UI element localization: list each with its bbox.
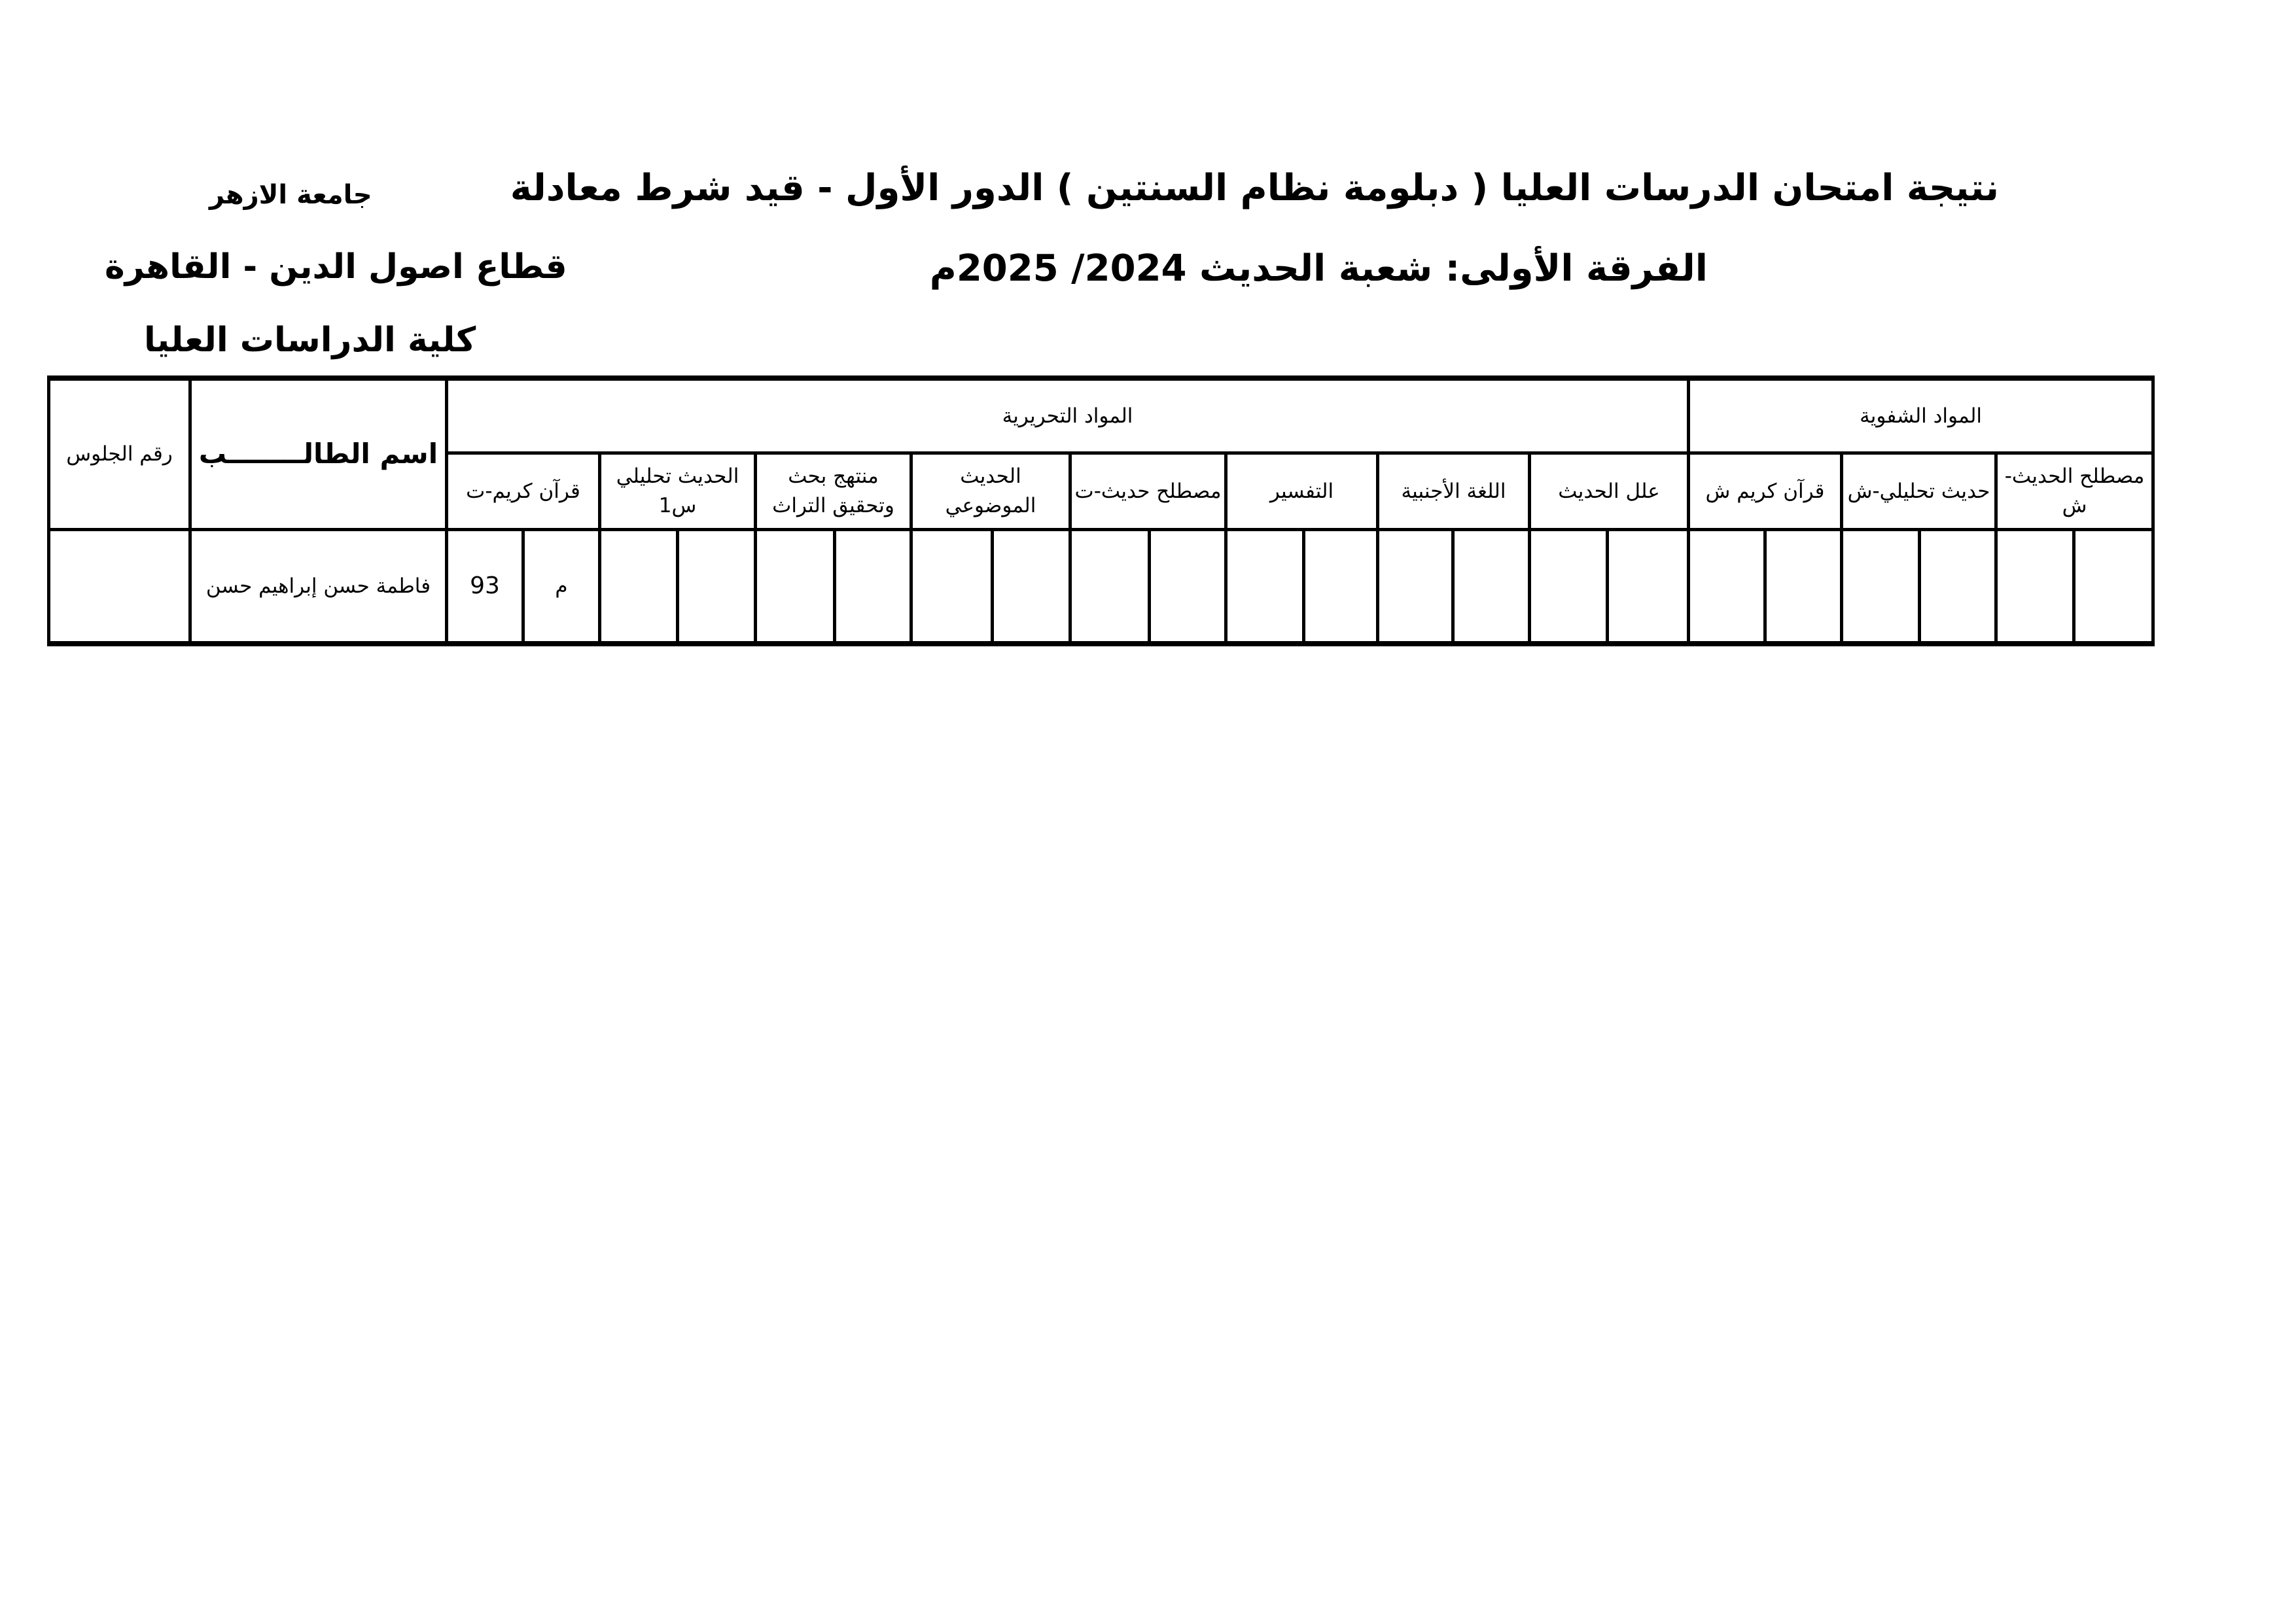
subject-header: منتهج بحث وتحقيق التراث bbox=[756, 453, 911, 530]
student-name-cell: فاطمة حسن إبراهيم حسن bbox=[190, 530, 447, 644]
grade-cell bbox=[1070, 530, 1150, 644]
subject-header: قرآن كريم-ت bbox=[447, 453, 600, 530]
student-name-header: اسم الطالــــــــب bbox=[190, 378, 447, 530]
subject-header: مصطلح حديث-ت bbox=[1070, 453, 1226, 530]
grade-cell bbox=[1608, 530, 1689, 644]
written-subjects-header: المواد التحريرية bbox=[447, 378, 1689, 453]
report-subtitle: الفرقة الأولى: شعبة الحديث 2024/ 2025م bbox=[929, 247, 1708, 290]
grade-cell bbox=[835, 530, 911, 644]
grade-cell bbox=[1765, 530, 1842, 644]
subject-header: علل الحديث bbox=[1530, 453, 1689, 530]
grade-cell bbox=[1150, 530, 1226, 644]
grade-cell bbox=[678, 530, 756, 644]
subject-header: حديث تحليلي-ش bbox=[1842, 453, 1996, 530]
grade-cell bbox=[1689, 530, 1765, 644]
grade-cell bbox=[911, 530, 993, 644]
grade-cell bbox=[1996, 530, 2074, 644]
grade-cell bbox=[1453, 530, 1530, 644]
subject-header: اللغة الأجنبية bbox=[1378, 453, 1530, 530]
seat-number-cell bbox=[49, 530, 190, 644]
college-name: كلية الدراسات العليا bbox=[144, 321, 476, 360]
grade-cell: م bbox=[523, 530, 600, 644]
grade-cell bbox=[1378, 530, 1453, 644]
sector-name: قطاع اصول الدين - القاهرة bbox=[105, 247, 567, 287]
grade-cell: 93 bbox=[447, 530, 523, 644]
subject-header: التفسير bbox=[1226, 453, 1378, 530]
grade-cell bbox=[1226, 530, 1304, 644]
grade-cell bbox=[1920, 530, 1996, 644]
results-table bbox=[47, 375, 2155, 646]
grade-cell bbox=[1530, 530, 1608, 644]
oral-subjects-header: المواد الشفوية bbox=[1689, 378, 2153, 453]
university-name: جامعة الازهر bbox=[209, 180, 372, 210]
grade-cell bbox=[1842, 530, 1920, 644]
grade-cell bbox=[1304, 530, 1378, 644]
subject-header: الحديث الموضوعي bbox=[911, 453, 1070, 530]
report-title: نتيجة امتحان الدرسات العليا ( دبلومة نظام السنتين ) الدور الأول - قيد شرط معادلة bbox=[510, 167, 1999, 209]
subject-header: الحديث تحليلي س1 bbox=[600, 453, 756, 530]
subject-header: مصطلح الحديث-ش bbox=[1996, 453, 2153, 530]
subject-header: قرآن كريم ش bbox=[1689, 453, 1842, 530]
grade-cell bbox=[993, 530, 1070, 644]
table-row bbox=[49, 530, 2153, 644]
seat-number-header: رقم الجلوس bbox=[49, 378, 190, 530]
grade-cell bbox=[756, 530, 835, 644]
grade-cell bbox=[2074, 530, 2153, 644]
grade-cell bbox=[600, 530, 678, 644]
